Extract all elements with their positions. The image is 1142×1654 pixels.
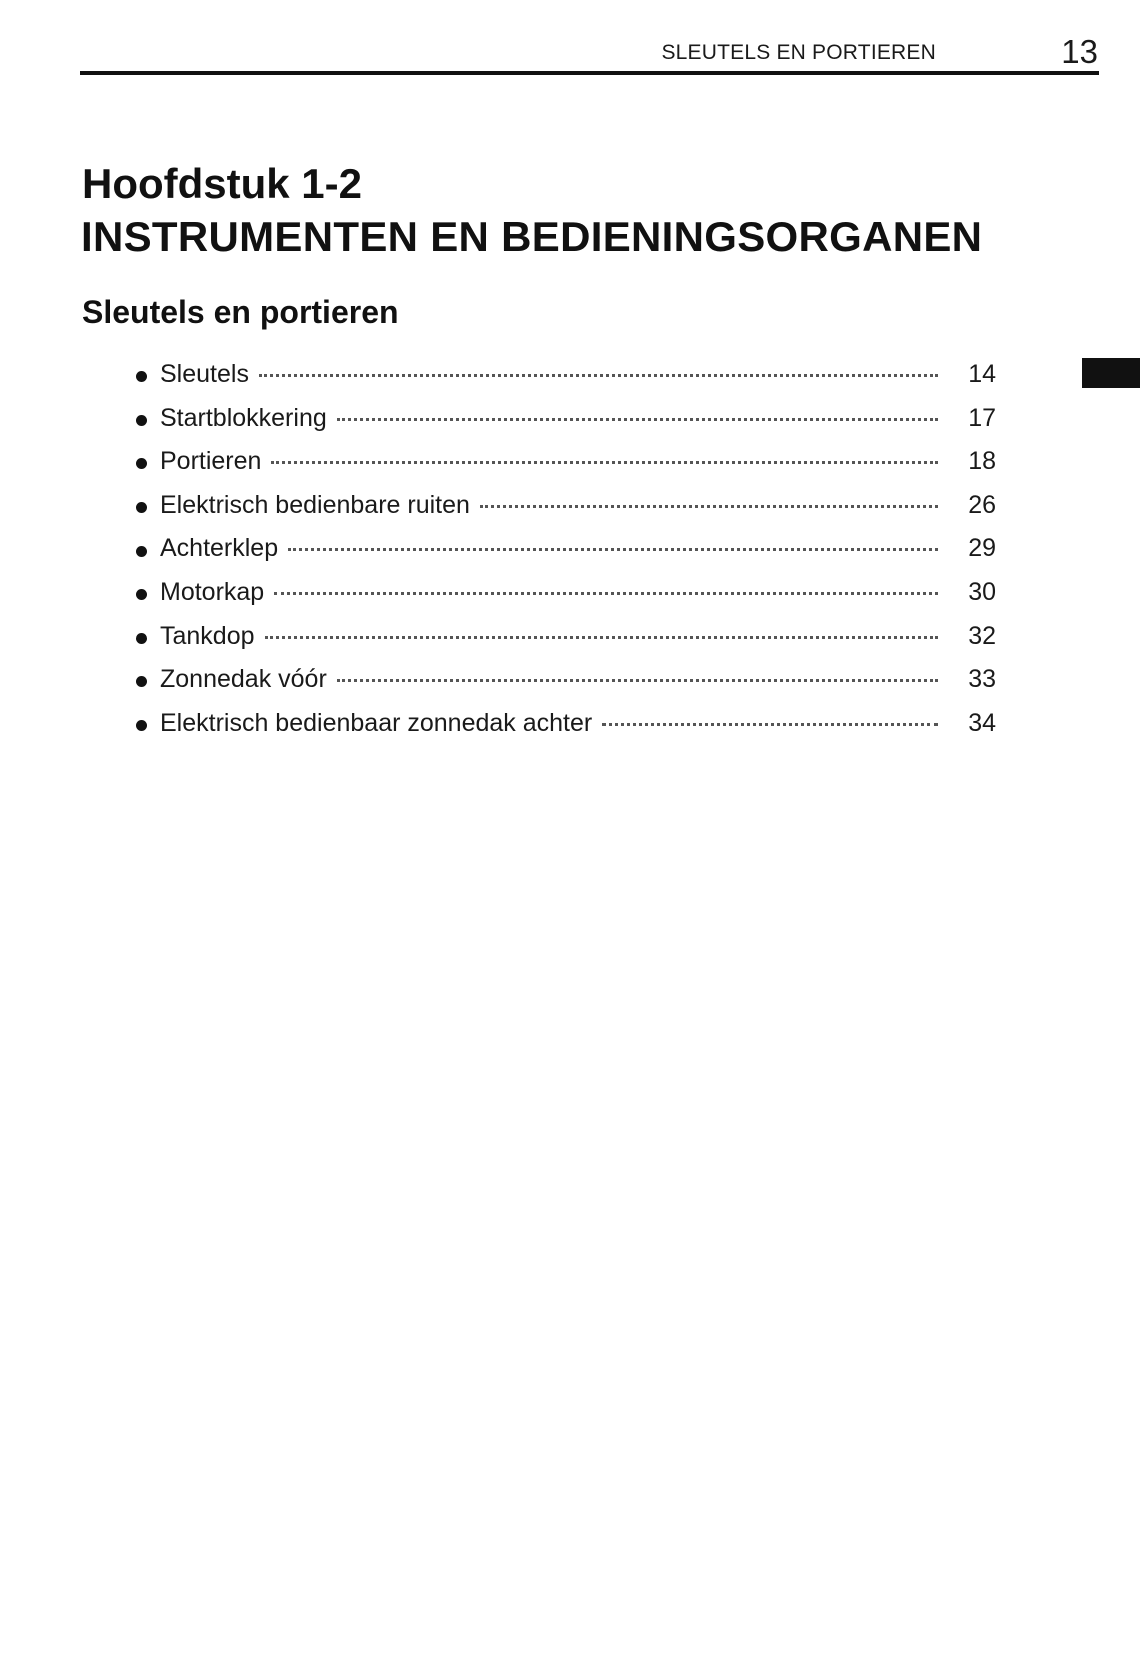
bullet-icon <box>136 371 147 382</box>
toc-item-label: Motorkap <box>160 577 265 606</box>
toc-item-label: Tankdop <box>160 621 255 650</box>
toc-item-page: 32 <box>968 621 996 650</box>
toc-item-label: Portieren <box>160 447 262 476</box>
bullet-icon <box>136 633 147 644</box>
toc-item-portieren[interactable] <box>136 445 996 489</box>
toc-item-startblokkering[interactable] <box>136 402 996 446</box>
toc-item-label: Elektrisch bedienbaar zonnedak achter <box>160 708 593 737</box>
header-rule <box>80 71 1099 75</box>
toc-item-sleutels[interactable] <box>136 358 996 402</box>
dot-leader <box>480 505 938 508</box>
toc-item-label: Zonnedak vóór <box>160 665 327 694</box>
toc-item-page: 29 <box>968 534 996 563</box>
toc-item-zonnedak-achter[interactable] <box>136 707 996 751</box>
dot-leader <box>602 723 938 726</box>
running-head <box>0 0 1142 80</box>
toc-item-page: 17 <box>968 403 996 432</box>
page-number: 13 <box>1061 33 1098 70</box>
toc-item-motorkap[interactable] <box>136 576 996 620</box>
toc-item-tankdop[interactable] <box>136 620 996 664</box>
bullet-icon <box>136 502 147 513</box>
running-head-section: SLEUTELS EN PORTIEREN <box>661 41 936 64</box>
toc-item-page: 34 <box>968 708 996 737</box>
toc-item-label: Sleutels <box>160 360 249 388</box>
toc-item-elektrische-ruiten[interactable] <box>136 489 996 533</box>
dot-leader <box>337 418 938 421</box>
bullet-icon <box>136 458 147 469</box>
dot-leader <box>274 592 938 595</box>
toc-item-page: 26 <box>968 490 996 519</box>
toc-item-label: Achterklep <box>160 534 279 563</box>
chapter-title: INSTRUMENTEN EN BEDIENINGSORGANEN <box>81 213 983 260</box>
toc-item-page: 14 <box>968 360 996 388</box>
toc-item-label: Elektrisch bedienbare ruiten <box>160 490 470 519</box>
bullet-icon <box>136 720 147 731</box>
dot-leader <box>259 374 938 377</box>
bullet-icon <box>136 415 147 426</box>
toc-item-achterklep[interactable] <box>136 532 996 576</box>
toc-item-label: Startblokkering <box>160 403 327 432</box>
chapter-thumb-tab <box>1082 358 1140 388</box>
table-of-contents <box>136 358 996 750</box>
dot-leader <box>271 461 938 464</box>
bullet-icon <box>136 676 147 687</box>
dot-leader <box>265 636 938 639</box>
dot-leader <box>337 679 938 682</box>
toc-item-page: 33 <box>968 665 996 694</box>
bullet-icon <box>136 546 147 557</box>
toc-item-page: 18 <box>968 447 996 476</box>
section-title: Sleutels en portieren <box>82 294 399 330</box>
toc-item-zonnedak-voor[interactable] <box>136 663 996 707</box>
chapter-number: Hoofdstuk 1-2 <box>82 160 363 207</box>
toc-item-page: 30 <box>968 577 996 606</box>
dot-leader <box>288 548 938 551</box>
bullet-icon <box>136 589 147 600</box>
